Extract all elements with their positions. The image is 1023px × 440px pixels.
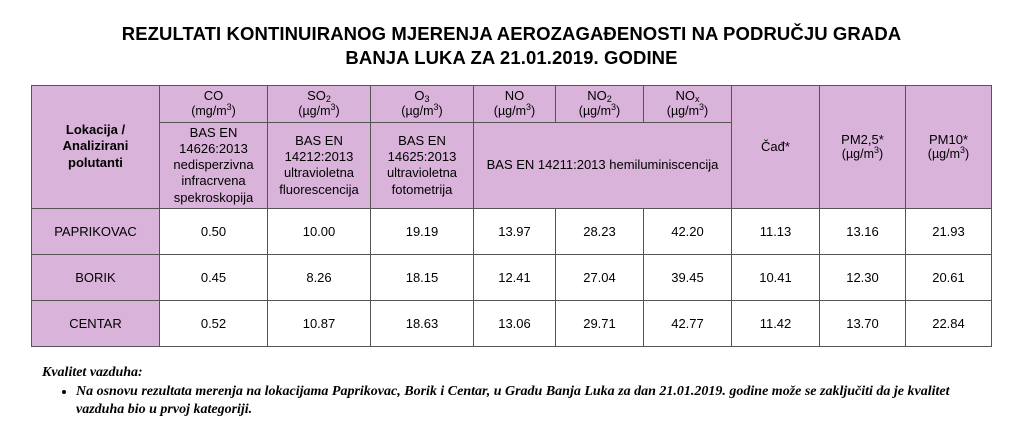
cell-borik-pm25: 12.30 xyxy=(820,254,906,300)
cell-paprikovac-o3: 19.19 xyxy=(371,208,474,254)
header-pollutant-so2 xyxy=(268,85,371,122)
pollutant-unit-co: $(mg/m^3)$ xyxy=(191,102,236,119)
cell-borik-nox: 39.45 xyxy=(644,254,732,300)
page-title-line1: REZULTATI KONTINUIRANOG MJERENJA AEROZAGAĐENOSTI NA PODRUČJU GRADA xyxy=(121,23,902,44)
method-o3: BAS EN 14625:2013 ultravioletna fotometrija xyxy=(371,122,474,208)
table-row xyxy=(32,300,992,346)
row-location-paprikovac: PAPRIKOVAC xyxy=(32,208,160,254)
cell-paprikovac-pm25: 13.16 xyxy=(820,208,906,254)
cell-borik-o3: 18.15 xyxy=(371,254,474,300)
notes-section xyxy=(0,365,1023,420)
cell-paprikovac-no2: 28.23 xyxy=(556,208,644,254)
cell-centar-nox: 42.77 xyxy=(644,300,732,346)
notes-heading: Kvalitet vazduha: xyxy=(42,364,143,380)
table-row xyxy=(32,208,992,254)
measurements-table xyxy=(31,85,992,347)
cell-paprikovac-so2: 10.00 xyxy=(268,208,371,254)
table-row xyxy=(32,254,992,300)
cell-paprikovac-no: 13.97 xyxy=(474,208,556,254)
pollutant-name-no2: NO xyxy=(587,87,607,103)
cell-centar-pm10: 22.84 xyxy=(906,300,992,346)
extra-name-pm25: PM2,5* xyxy=(841,132,884,148)
cell-paprikovac-cad: 11.13 xyxy=(732,208,820,254)
pollutant-name-no: NO xyxy=(504,87,525,103)
header-pollutant-co xyxy=(160,85,268,122)
cell-borik-co: 0.45 xyxy=(160,254,268,300)
pollutant-sub-no2: 2 xyxy=(606,93,612,104)
cell-centar-pm25: 13.70 xyxy=(820,300,906,346)
pollutant-unit-so2: $(\mu g/m^3)$ xyxy=(298,102,340,119)
header-location: Lokacija / Analizirani polutanti xyxy=(32,85,160,208)
cell-paprikovac-co: 0.50 xyxy=(160,208,268,254)
page-title-line2: BANJA LUKA ZA 21.01.2019. GODINE xyxy=(345,47,678,69)
pollutant-sub-o3: 3 xyxy=(424,93,430,104)
pollutant-unit-nox: $(\mu g/m^3)$ xyxy=(666,102,709,119)
cell-borik-pm10: 20.61 xyxy=(906,254,992,300)
row-location-borik: BORIK xyxy=(32,254,160,300)
header-pm10 xyxy=(906,85,992,208)
table-header-row-1 xyxy=(32,85,992,122)
pollutant-name-co: CO xyxy=(203,87,224,103)
pollutant-sub-nox: x xyxy=(695,93,700,104)
pollutant-unit-no2: $(\mu g/m^3)$ xyxy=(578,102,621,119)
notes-list xyxy=(42,383,983,420)
method-nox-group: BAS EN 14211:2013 hemiluminiscencija xyxy=(474,122,732,208)
header-pollutant-nox xyxy=(644,85,732,122)
method-so2: BAS EN 14212:2013 ultravioletna fluorescencija xyxy=(268,122,371,208)
header-pollutant-o3 xyxy=(371,85,474,122)
page-title xyxy=(0,0,1023,71)
cell-centar-no2: 29.71 xyxy=(556,300,644,346)
row-location-centar: CENTAR xyxy=(32,300,160,346)
extra-name-pm10: PM10* xyxy=(928,132,969,148)
pollutant-name-so2: SO xyxy=(307,87,326,103)
header-cad xyxy=(732,85,820,208)
cell-centar-no: 13.06 xyxy=(474,300,556,346)
cell-borik-no: 12.41 xyxy=(474,254,556,300)
cell-borik-so2: 8.26 xyxy=(268,254,371,300)
header-pollutant-no2 xyxy=(556,85,644,122)
cell-borik-no2: 27.04 xyxy=(556,254,644,300)
extra-unit-pm10: $(\mu g/m^3)$ xyxy=(927,145,970,162)
header-pm25 xyxy=(820,85,906,208)
method-co: BAS EN 14626:2013 nedisperzivna infracrvena spekroskopija xyxy=(160,122,268,208)
cell-centar-cad: 11.42 xyxy=(732,300,820,346)
pollutant-name-nox: NO xyxy=(675,87,695,103)
pollutant-unit-o3: $(\mu g/m^3)$ xyxy=(401,102,443,119)
cell-centar-o3: 18.63 xyxy=(371,300,474,346)
cell-centar-co: 0.52 xyxy=(160,300,268,346)
extra-unit-pm25: $(\mu g/m^3)$ xyxy=(841,145,884,162)
cell-centar-so2: 10.87 xyxy=(268,300,371,346)
pollutant-sub-so2: 2 xyxy=(325,93,331,104)
header-pollutant-no xyxy=(474,85,556,122)
cell-paprikovac-nox: 42.20 xyxy=(644,208,732,254)
cell-borik-cad: 10.41 xyxy=(732,254,820,300)
cell-paprikovac-pm10: 21.93 xyxy=(906,208,992,254)
extra-name-cad: Čađ* xyxy=(761,139,790,155)
pollutant-name-o3: O xyxy=(414,87,425,103)
pollutant-unit-no: $(\mu g/m^3)$ xyxy=(493,102,536,119)
list-item: • Na osnovu rezultata merenja na lokacijama Paprikovac, Borik i Centar, u Gradu Banja Luka za dan 21.01.2019. godine može se zaključiti da je kvalitet vazduha bio u prvoj kategoriji. xyxy=(76,383,983,420)
